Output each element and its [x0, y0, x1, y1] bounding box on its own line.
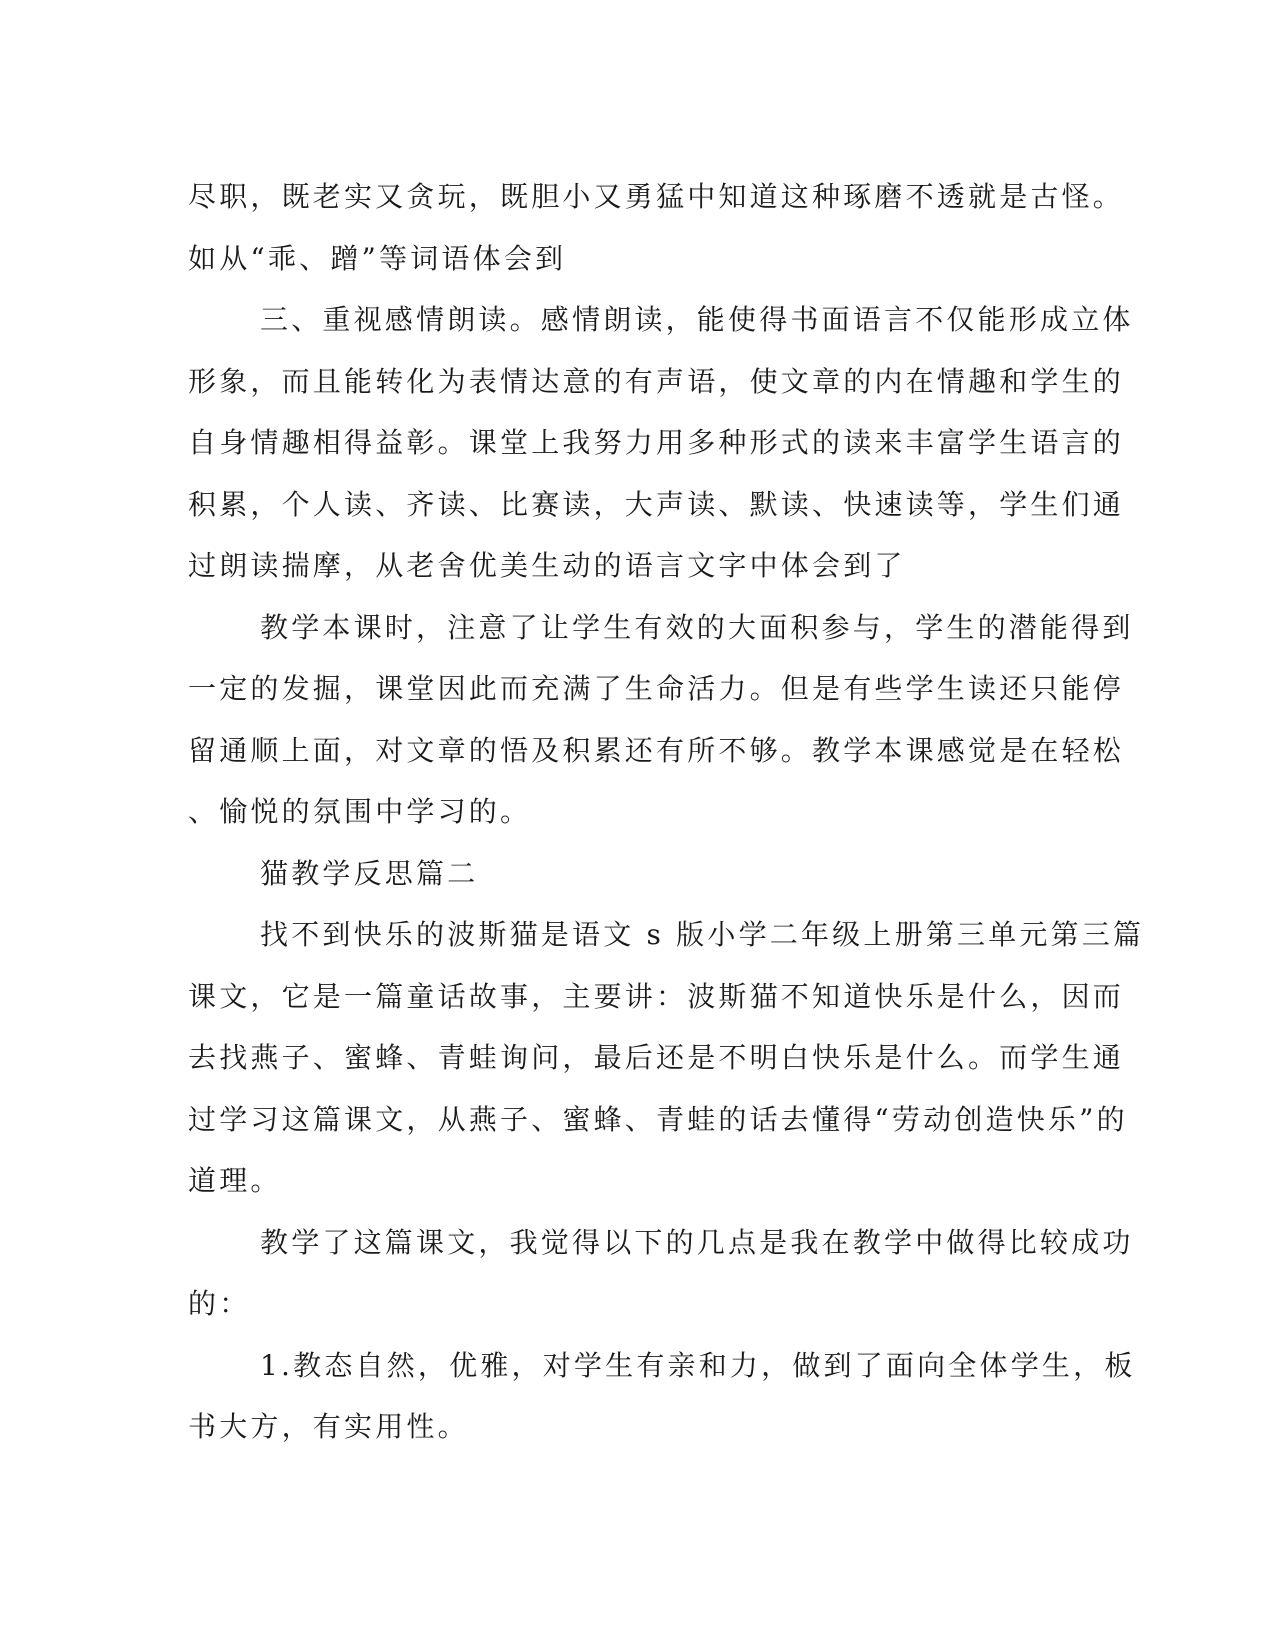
- paragraph-start-line: 教学本课时，注意了让学生有效的大面积参与，学生的潜能得到: [260, 610, 1134, 644]
- list-item-line: 1.教态自然，优雅，对学生有亲和力，做到了面向全体学生，板: [260, 1348, 1136, 1382]
- text-line: 过学习这篇课文，从燕子、蜜蜂、青蛙的话去懂得“劳动创造快乐”的: [188, 1102, 1128, 1136]
- section-heading: 猫教学反思篇二: [260, 856, 479, 890]
- text-line: 自身情趣相得益彰。课堂上我努力用多种形式的读来丰富学生语言的: [188, 426, 1125, 459]
- paragraph-start-line: 找不到快乐的波斯猫是语文 s 版小学二年级上册第三单元第三篇: [260, 918, 1145, 951]
- document-body: [188, 166, 1145, 1458]
- text-line: 去找燕子、蜜蜂、青蛙询问，最后还是不明白快乐是什么。而学生通: [188, 1041, 1125, 1074]
- text-line: 如从“乖、蹭”等词语体会到: [188, 241, 567, 275]
- paragraph-start-line: 教学了这篇课文，我觉得以下的几点是我在教学中做得比较成功: [260, 1225, 1134, 1259]
- text-line: 、愉悦的氛围中学习的。: [188, 795, 532, 828]
- text-line: 书大方，有实用性。: [188, 1410, 469, 1443]
- text-line: 课文，它是一篇童话故事，主要讲：波斯猫不知道快乐是什么，因而: [188, 979, 1125, 1013]
- text-line: 积累，个人读、齐读、比赛读，大声读、默读、快速读等，学生们通: [188, 487, 1125, 521]
- text-line: 尽职，既老实又贪玩，既胆小又勇猛中知道这种琢磨不透就是古怪。: [188, 180, 1125, 213]
- text-line: 形象，而且能转化为表情达意的有声语，使文章的内在情趣和学生的: [188, 364, 1125, 398]
- text-line: 留通顺上面，对文章的悟及积累还有所不够。教学本课感觉是在轻松: [188, 733, 1125, 767]
- text-line: 道理。: [188, 1164, 282, 1197]
- text-line: 的：: [188, 1287, 251, 1320]
- text-line: 过朗读揣摩，从老舍优美生动的语言文字中体会到了: [188, 549, 906, 582]
- text-line: 一定的发掘，课堂因此而充满了生命活力。但是有些学生读还只能停: [188, 672, 1125, 705]
- paragraph-start-line: 三、重视感情朗读。感情朗读，能使得书面语言不仅能形成立体: [260, 303, 1134, 336]
